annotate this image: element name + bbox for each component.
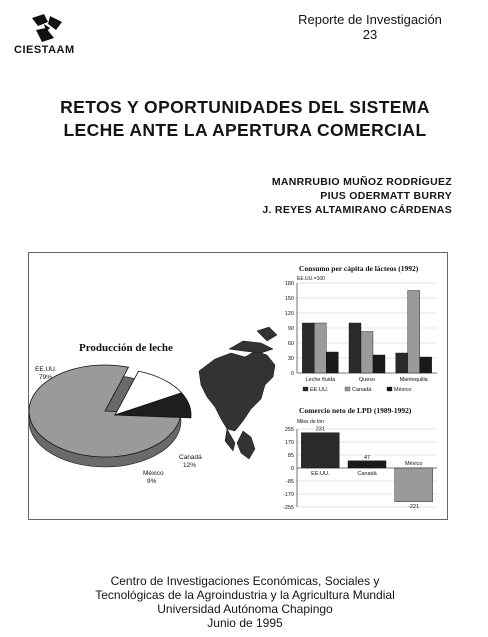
data-label: -221 bbox=[408, 503, 420, 510]
legend-swatch bbox=[387, 387, 392, 391]
y-tick-label: -255 bbox=[282, 505, 294, 511]
logo-text: CIESTAAM bbox=[14, 44, 75, 56]
legend-label: EE.UU. bbox=[310, 387, 329, 393]
y-tick-label: 255 bbox=[284, 427, 294, 433]
bar-canad bbox=[314, 323, 326, 373]
title-line-2: LECHE ANTE LA APERTURA COMERCIAL bbox=[63, 120, 427, 140]
bar-mxico bbox=[326, 352, 338, 373]
pie-chart-title: Producción de leche bbox=[79, 342, 173, 354]
y-tick-label: -170 bbox=[282, 492, 294, 498]
y-axis-label: EE.UU.=100 bbox=[297, 276, 325, 282]
bar-eeuu bbox=[302, 323, 314, 373]
bar-mxico bbox=[373, 355, 385, 373]
title-line-1: RETOS Y OPORTUNIDADES DEL SISTEMA bbox=[60, 97, 430, 117]
y-tick-label: 0 bbox=[290, 466, 294, 472]
footer-line-2: Tecnológicas de la Agroindustria y la Agricultura Mundial bbox=[95, 588, 395, 602]
bar-eeuu bbox=[396, 353, 408, 373]
legend-swatch bbox=[345, 387, 350, 391]
chart-title: Consumo per cápita de lácteos (1992) bbox=[299, 264, 419, 273]
bar-eeuu bbox=[349, 323, 361, 373]
legend-label: Canadá bbox=[352, 387, 372, 393]
y-tick-label: -85 bbox=[286, 479, 294, 485]
cover-figure bbox=[28, 252, 448, 520]
report-series bbox=[290, 12, 450, 42]
report-number: 23 bbox=[362, 27, 378, 42]
x-tick-label: EE.UU. bbox=[311, 471, 330, 477]
author-3: J. REYES ALTAMIRANO CÁRDENAS bbox=[262, 204, 452, 216]
y-tick-label: 150 bbox=[284, 296, 294, 302]
data-label: 231 bbox=[315, 426, 325, 433]
y-tick-label: 85 bbox=[287, 453, 294, 459]
x-tick-label: Mantequilla bbox=[399, 377, 428, 383]
pie-label-name: México bbox=[143, 470, 164, 477]
y-tick-label: 60 bbox=[287, 341, 294, 347]
bar-canad bbox=[348, 461, 386, 468]
trade-bar-chart bbox=[283, 406, 437, 511]
y-tick-label: 120 bbox=[284, 311, 294, 317]
ciestaam-logo-icon bbox=[28, 12, 64, 46]
footer-line-4: Junio de 1995 bbox=[207, 616, 283, 630]
bar-eeuu bbox=[301, 433, 339, 468]
x-tick-label: México bbox=[404, 461, 423, 467]
north-america-map bbox=[199, 327, 277, 459]
footer-institution bbox=[10, 574, 480, 630]
legend-swatch bbox=[303, 387, 308, 391]
x-tick-label: Leche fluida bbox=[305, 377, 336, 383]
authors bbox=[262, 175, 452, 217]
document-title bbox=[10, 96, 480, 142]
y-tick-label: 180 bbox=[284, 281, 294, 287]
pie-label-value: 12% bbox=[183, 462, 197, 469]
x-tick-label: Queso bbox=[358, 377, 376, 383]
y-axis-label: Miles de ton bbox=[297, 419, 324, 425]
bar-canad bbox=[408, 291, 420, 374]
chart-title: Comercio neto de LPD (1989-1992) bbox=[299, 406, 412, 415]
pie-label-value: 9% bbox=[147, 478, 157, 485]
bar-canad bbox=[361, 332, 373, 374]
cover-figure-svg bbox=[29, 253, 447, 519]
y-tick-label: 30 bbox=[287, 356, 294, 362]
y-tick-label: 170 bbox=[284, 440, 294, 446]
report-series-name: Reporte de Investigación bbox=[298, 12, 442, 27]
footer-line-1: Centro de Investigaciones Económicas, Sociales y bbox=[110, 574, 380, 588]
pie-label-name: EE.UU. bbox=[35, 366, 57, 373]
bar-mxico bbox=[395, 468, 433, 502]
data-label: 47 bbox=[363, 454, 371, 461]
author-1: MANRRUBIO MUÑOZ RODRÍGUEZ bbox=[271, 176, 452, 188]
pie-label-value: 79% bbox=[39, 374, 53, 381]
y-tick-label: 0 bbox=[290, 371, 294, 377]
legend-label: México bbox=[394, 387, 412, 393]
bar-mxico bbox=[420, 357, 432, 373]
footer-line-3: Universidad Autónoma Chapingo bbox=[157, 602, 333, 616]
y-tick-label: 90 bbox=[287, 326, 294, 332]
x-tick-label: Canadá bbox=[357, 471, 377, 477]
consumption-bar-chart bbox=[285, 264, 437, 393]
author-2: PIUS ODERMATT BURRY bbox=[320, 190, 452, 202]
pie-chart bbox=[29, 365, 202, 485]
pie-label-name: Canadá bbox=[179, 454, 202, 461]
